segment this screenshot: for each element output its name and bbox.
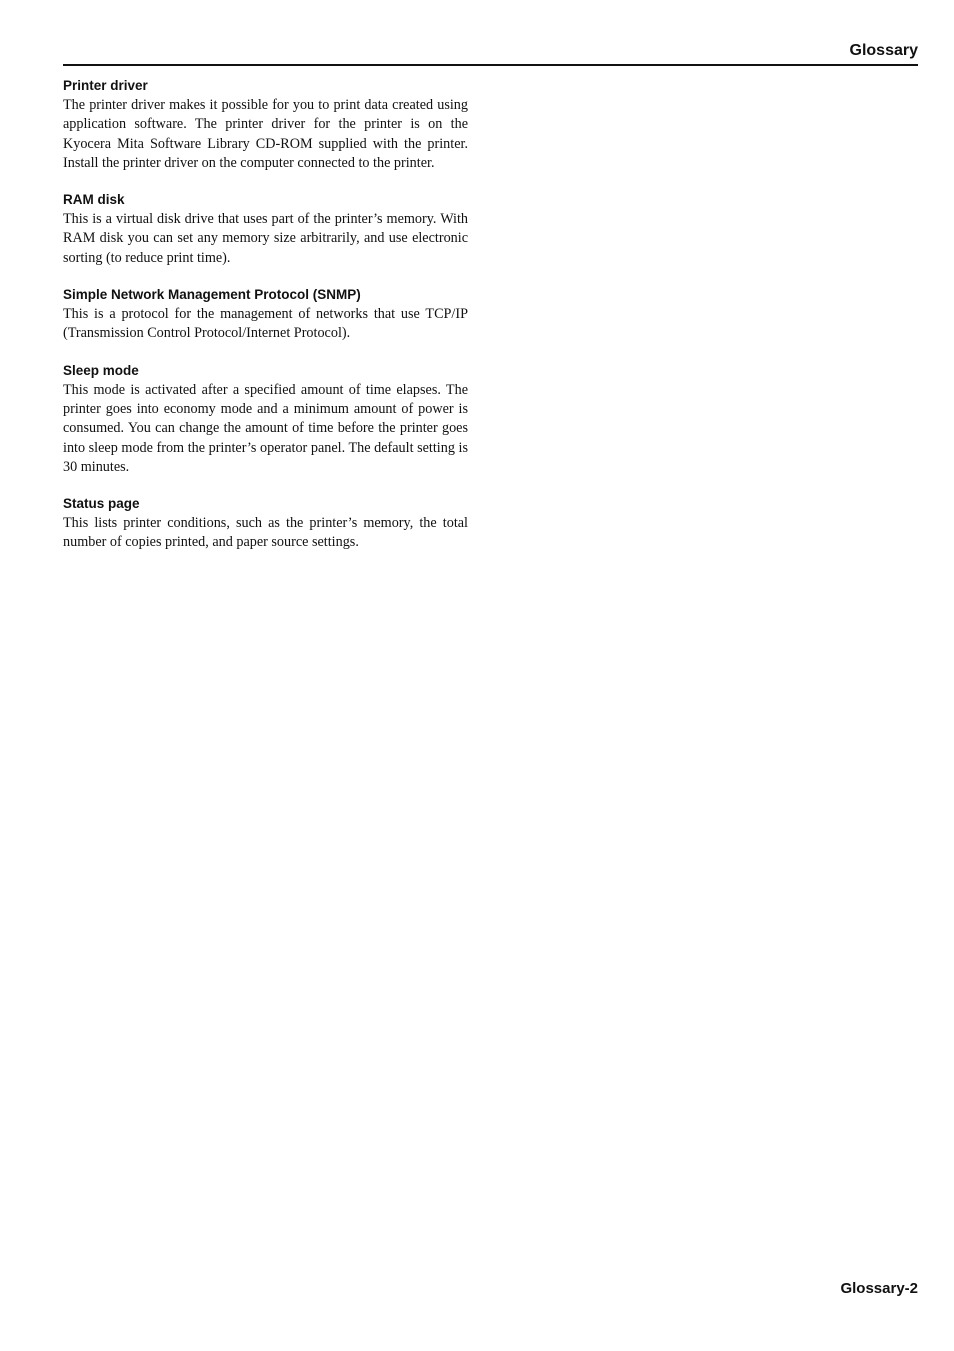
glossary-content [63, 77, 468, 571]
glossary-entry-ram-disk [63, 191, 468, 268]
glossary-term: Status page [63, 496, 140, 512]
page-header [63, 38, 918, 66]
glossary-definition: This mode is activated after a specified amount of time elapses. The printer goes into economy mode and a minimum amount of power is consumed. You can change the amount of time before the printer goes into sleep mode from the printer’s operator panel. The default setting is 30 minutes. [63, 381, 468, 475]
header-title: Glossary [849, 42, 918, 59]
glossary-term: Simple Network Management Protocol (SNMP) [63, 287, 361, 303]
glossary-definition: The printer driver makes it possible for you to print data created using application software. The printer driver for the printer is on the Kyocera Mita Software Library CD-ROM supplied with the printer. Install the printer driver on the computer connected to the printer. [63, 97, 468, 171]
glossary-term: RAM disk [63, 192, 125, 208]
glossary-entry-printer-driver [63, 77, 468, 173]
glossary-definition: This is a virtual disk drive that uses part of the printer’s memory. With RAM disk you can set any memory size arbitrarily, and use electronic sorting (to reduce print time). [63, 211, 468, 266]
glossary-entry-sleep-mode [63, 362, 468, 477]
glossary-definition: This lists printer conditions, such as the printer’s memory, the total number of copies printed, and paper source settings. [63, 515, 468, 551]
page-number: Glossary-2 [840, 1280, 918, 1297]
glossary-entry-snmp [63, 286, 468, 344]
glossary-term: Printer driver [63, 78, 148, 93]
glossary-definition: This is a protocol for the management of networks that use TCP/IP (Transmission Control Protocol/Internet Protocol). [63, 306, 468, 342]
glossary-term: Sleep mode [63, 362, 139, 378]
glossary-entry-status-page [63, 495, 468, 553]
